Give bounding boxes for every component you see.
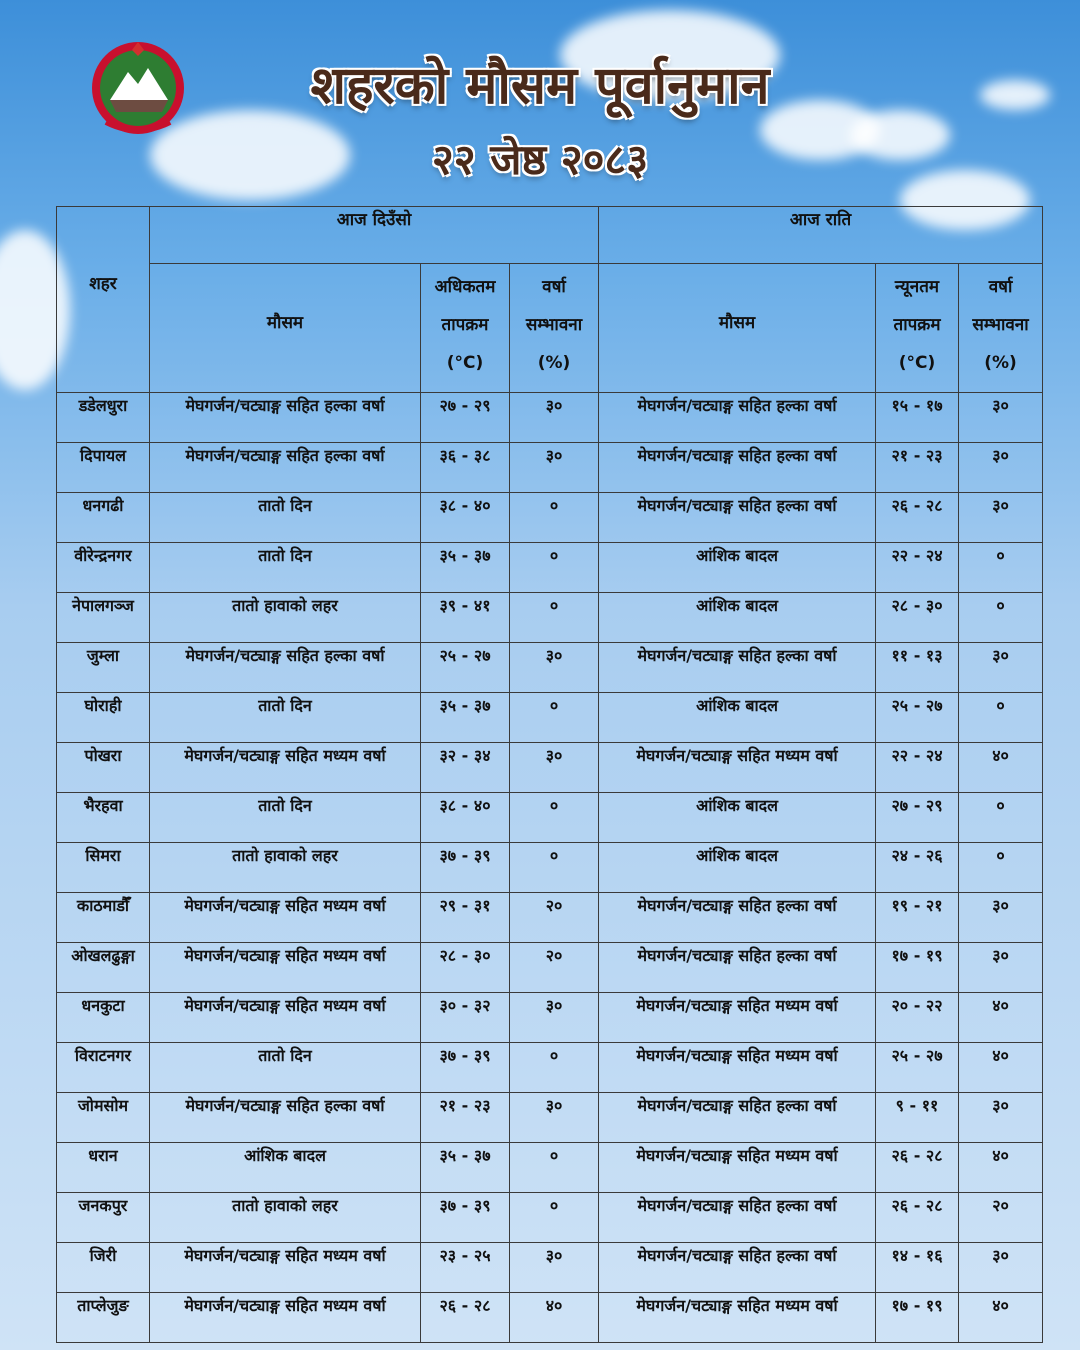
day-weather-cell: मेघगर्जन/चट्याङ्ग सहित हल्का वर्षा xyxy=(150,1093,421,1143)
night-weather-cell: मेघगर्जन/चट्याङ्ग सहित हल्का वर्षा xyxy=(599,1193,876,1243)
max-temp-cell: २९ - ३१ xyxy=(421,893,510,943)
city-cell: वीरेन्द्रनगर xyxy=(57,543,150,593)
city-cell: नेपालगञ्ज xyxy=(57,593,150,643)
night-rain-cell: ३० xyxy=(959,893,1043,943)
day-rain-cell: ० xyxy=(510,543,599,593)
day-rain-cell: ४० xyxy=(510,1293,599,1343)
city-cell: डडेलधुरा xyxy=(57,393,150,443)
night-rain-cell: ३० xyxy=(959,643,1043,693)
day-rain-cell: ० xyxy=(510,1143,599,1193)
table-row xyxy=(57,993,1043,1043)
day-rain-cell: ० xyxy=(510,843,599,893)
night-rain-cell: ० xyxy=(959,793,1043,843)
night-weather-cell: मेघगर्जन/चट्याङ्ग सहित मध्यम वर्षा xyxy=(599,1043,876,1093)
table-row xyxy=(57,393,1043,443)
table-row xyxy=(57,643,1043,693)
max-temp-cell: ३७ - ३९ xyxy=(421,1043,510,1093)
night-weather-cell: आंशिक बादल xyxy=(599,843,876,893)
day-weather-cell: तातो दिन xyxy=(150,693,421,743)
night-weather-cell: मेघगर्जन/चट्याङ्ग सहित हल्का वर्षा xyxy=(599,1243,876,1293)
night-rain-header: वर्षा सम्भावना (%) xyxy=(959,264,1043,393)
day-rain-cell: ३० xyxy=(510,643,599,693)
min-temp-cell: २५ - २७ xyxy=(876,693,959,743)
day-weather-cell: मेघगर्जन/चट्याङ्ग सहित मध्यम वर्षा xyxy=(150,893,421,943)
day-weather-cell: मेघगर्जन/चट्याङ्ग सहित हल्का वर्षा xyxy=(150,393,421,443)
city-cell: विराटनगर xyxy=(57,1043,150,1093)
city-cell: जुम्ला xyxy=(57,643,150,693)
day-rain-cell: ३० xyxy=(510,743,599,793)
night-weather-cell: आंशिक बादल xyxy=(599,543,876,593)
city-cell: घोराही xyxy=(57,693,150,743)
table-row xyxy=(57,443,1043,493)
day-rain-cell: ० xyxy=(510,793,599,843)
night-weather-header: मौसम xyxy=(599,264,876,393)
day-rain-cell: ० xyxy=(510,493,599,543)
table-row xyxy=(57,1293,1043,1343)
night-weather-cell: मेघगर्जन/चट्याङ्ग सहित मध्यम वर्षा xyxy=(599,1143,876,1193)
max-temp-cell: ३७ - ३९ xyxy=(421,843,510,893)
table-row xyxy=(57,1243,1043,1293)
city-cell: दिपायल xyxy=(57,443,150,493)
day-rain-cell: २० xyxy=(510,943,599,993)
night-rain-cell: ० xyxy=(959,543,1043,593)
min-temp-cell: २८ - ३० xyxy=(876,593,959,643)
table-row xyxy=(57,943,1043,993)
min-temp-cell: १५ - १७ xyxy=(876,393,959,443)
min-temp-cell: ९ - ११ xyxy=(876,1093,959,1143)
table-row xyxy=(57,493,1043,543)
city-cell: पोखरा xyxy=(57,743,150,793)
max-temp-cell: २६ - २८ xyxy=(421,1293,510,1343)
max-temp-header: अधिकतम तापक्रम (°C) xyxy=(421,264,510,393)
max-temp-cell: ३५ - ३७ xyxy=(421,543,510,593)
day-weather-cell: तातो हावाको लहर xyxy=(150,593,421,643)
day-weather-header: मौसम xyxy=(150,264,421,393)
forecast-date: २२ जेष्ठ २०८३ xyxy=(431,135,649,184)
page-title: शहरको मौसम पूर्वानुमान xyxy=(310,55,770,116)
max-temp-cell: २१ - २३ xyxy=(421,1093,510,1143)
min-temp-header: न्यूनतम तापक्रम (°C) xyxy=(876,264,959,393)
night-rain-cell: ४० xyxy=(959,1143,1043,1193)
night-weather-cell: मेघगर्जन/चट्याङ्ग सहित हल्का वर्षा xyxy=(599,443,876,493)
city-cell: काठमाडौँ xyxy=(57,893,150,943)
table-row xyxy=(57,593,1043,643)
max-temp-cell: २५ - २७ xyxy=(421,643,510,693)
min-temp-cell: १९ - २१ xyxy=(876,893,959,943)
night-weather-cell: मेघगर्जन/चट्याङ्ग सहित मध्यम वर्षा xyxy=(599,1293,876,1343)
day-rain-cell: ३० xyxy=(510,393,599,443)
min-temp-cell: २७ - २९ xyxy=(876,793,959,843)
night-rain-cell: ४० xyxy=(959,1293,1043,1343)
day-rain-cell: ० xyxy=(510,693,599,743)
night-weather-cell: मेघगर्जन/चट्याङ्ग सहित मध्यम वर्षा xyxy=(599,993,876,1043)
min-temp-cell: ११ - १३ xyxy=(876,643,959,693)
night-rain-cell: ४० xyxy=(959,743,1043,793)
min-temp-cell: २२ - २४ xyxy=(876,543,959,593)
min-temp-cell: २६ - २८ xyxy=(876,1193,959,1243)
night-weather-cell: आंशिक बादल xyxy=(599,593,876,643)
city-cell: धरान xyxy=(57,1143,150,1193)
night-weather-cell: मेघगर्जन/चट्याङ्ग सहित मध्यम वर्षा xyxy=(599,743,876,793)
night-rain-cell: ३० xyxy=(959,393,1043,443)
max-temp-cell: ३६ - ३८ xyxy=(421,443,510,493)
day-weather-cell: मेघगर्जन/चट्याङ्ग सहित मध्यम वर्षा xyxy=(150,1243,421,1293)
day-weather-cell: तातो दिन xyxy=(150,793,421,843)
day-section-header: आज दिउँसो xyxy=(150,207,599,264)
day-weather-cell: मेघगर्जन/चट्याङ्ग सहित हल्का वर्षा xyxy=(150,643,421,693)
day-weather-cell: तातो दिन xyxy=(150,1043,421,1093)
night-rain-cell: ३० xyxy=(959,943,1043,993)
city-cell: जनकपुर xyxy=(57,1193,150,1243)
city-cell: जिरी xyxy=(57,1243,150,1293)
city-cell: सिमरा xyxy=(57,843,150,893)
min-temp-cell: १४ - १६ xyxy=(876,1243,959,1293)
table-row xyxy=(57,743,1043,793)
day-weather-cell: तातो हावाको लहर xyxy=(150,1193,421,1243)
day-rain-cell: ३० xyxy=(510,443,599,493)
max-temp-cell: ३८ - ४० xyxy=(421,793,510,843)
min-temp-cell: २० - २२ xyxy=(876,993,959,1043)
table-row xyxy=(57,1093,1043,1143)
max-temp-cell: ३९ - ४१ xyxy=(421,593,510,643)
night-rain-cell: ० xyxy=(959,693,1043,743)
min-temp-cell: २४ - २६ xyxy=(876,843,959,893)
day-rain-cell: ३० xyxy=(510,993,599,1043)
city-cell: भैरहवा xyxy=(57,793,150,843)
day-weather-cell: मेघगर्जन/चट्याङ्ग सहित हल्का वर्षा xyxy=(150,443,421,493)
night-rain-cell: ३० xyxy=(959,443,1043,493)
max-temp-cell: २३ - २५ xyxy=(421,1243,510,1293)
min-temp-cell: २५ - २७ xyxy=(876,1043,959,1093)
city-column-header: शहर xyxy=(57,207,150,393)
night-rain-cell: ४० xyxy=(959,1043,1043,1093)
night-weather-cell: मेघगर्जन/चट्याङ्ग सहित हल्का वर्षा xyxy=(599,1093,876,1143)
night-weather-cell: आंशिक बादल xyxy=(599,693,876,743)
night-rain-cell: ४० xyxy=(959,993,1043,1043)
night-weather-cell: मेघगर्जन/चट्याङ्ग सहित हल्का वर्षा xyxy=(599,643,876,693)
table-row xyxy=(57,793,1043,843)
night-weather-cell: आंशिक बादल xyxy=(599,793,876,843)
night-rain-cell: ० xyxy=(959,593,1043,643)
day-rain-cell: ० xyxy=(510,593,599,643)
max-temp-cell: ३५ - ३७ xyxy=(421,693,510,743)
night-rain-cell: ० xyxy=(959,843,1043,893)
night-weather-cell: मेघगर्जन/चट्याङ्ग सहित हल्का वर्षा xyxy=(599,393,876,443)
night-section-header: आज राति xyxy=(599,207,1043,264)
city-cell: जोमसोम xyxy=(57,1093,150,1143)
max-temp-cell: २७ - २९ xyxy=(421,393,510,443)
night-rain-cell: ३० xyxy=(959,493,1043,543)
day-weather-cell: मेघगर्जन/चट्याङ्ग सहित मध्यम वर्षा xyxy=(150,1293,421,1343)
day-weather-cell: मेघगर्जन/चट्याङ्ग सहित मध्यम वर्षा xyxy=(150,743,421,793)
night-rain-cell: ३० xyxy=(959,1093,1043,1143)
day-weather-cell: आंशिक बादल xyxy=(150,1143,421,1193)
night-weather-cell: मेघगर्जन/चट्याङ्ग सहित हल्का वर्षा xyxy=(599,943,876,993)
max-temp-cell: ३० - ३२ xyxy=(421,993,510,1043)
day-rain-header: वर्षा सम्भावना (%) xyxy=(510,264,599,393)
night-rain-cell: ३० xyxy=(959,1243,1043,1293)
min-temp-cell: २६ - २८ xyxy=(876,493,959,543)
night-weather-cell: मेघगर्जन/चट्याङ्ग सहित हल्का वर्षा xyxy=(599,893,876,943)
table-row xyxy=(57,1193,1043,1243)
table-row xyxy=(57,543,1043,593)
max-temp-cell: ३५ - ३७ xyxy=(421,1143,510,1193)
max-temp-cell: ३७ - ३९ xyxy=(421,1193,510,1243)
night-rain-cell: २० xyxy=(959,1193,1043,1243)
day-weather-cell: मेघगर्जन/चट्याङ्ग सहित मध्यम वर्षा xyxy=(150,943,421,993)
day-weather-cell: तातो हावाको लहर xyxy=(150,843,421,893)
day-rain-cell: ३० xyxy=(510,1243,599,1293)
max-temp-cell: ३८ - ४० xyxy=(421,493,510,543)
day-weather-cell: मेघगर्जन/चट्याङ्ग सहित मध्यम वर्षा xyxy=(150,993,421,1043)
day-rain-cell: ० xyxy=(510,1193,599,1243)
min-temp-cell: २६ - २८ xyxy=(876,1143,959,1193)
max-temp-cell: ३२ - ३४ xyxy=(421,743,510,793)
night-weather-cell: मेघगर्जन/चट्याङ्ग सहित हल्का वर्षा xyxy=(599,493,876,543)
day-rain-cell: ३० xyxy=(510,1093,599,1143)
min-temp-cell: २२ - २४ xyxy=(876,743,959,793)
day-rain-cell: २० xyxy=(510,893,599,943)
min-temp-cell: १७ - १९ xyxy=(876,1293,959,1343)
max-temp-cell: २८ - ३० xyxy=(421,943,510,993)
table-row xyxy=(57,893,1043,943)
day-weather-cell: तातो दिन xyxy=(150,493,421,543)
city-cell: ओखलढुङ्गा xyxy=(57,943,150,993)
city-cell: धनगढी xyxy=(57,493,150,543)
min-temp-cell: १७ - १९ xyxy=(876,943,959,993)
forecast-table xyxy=(56,206,1043,1343)
table-row xyxy=(57,843,1043,893)
city-cell: धनकुटा xyxy=(57,993,150,1043)
table-row xyxy=(57,1143,1043,1193)
table-row xyxy=(57,693,1043,743)
day-rain-cell: ० xyxy=(510,1043,599,1093)
table-row xyxy=(57,1043,1043,1093)
city-cell: ताप्लेजुङ xyxy=(57,1293,150,1343)
min-temp-cell: २१ - २३ xyxy=(876,443,959,493)
day-weather-cell: तातो दिन xyxy=(150,543,421,593)
